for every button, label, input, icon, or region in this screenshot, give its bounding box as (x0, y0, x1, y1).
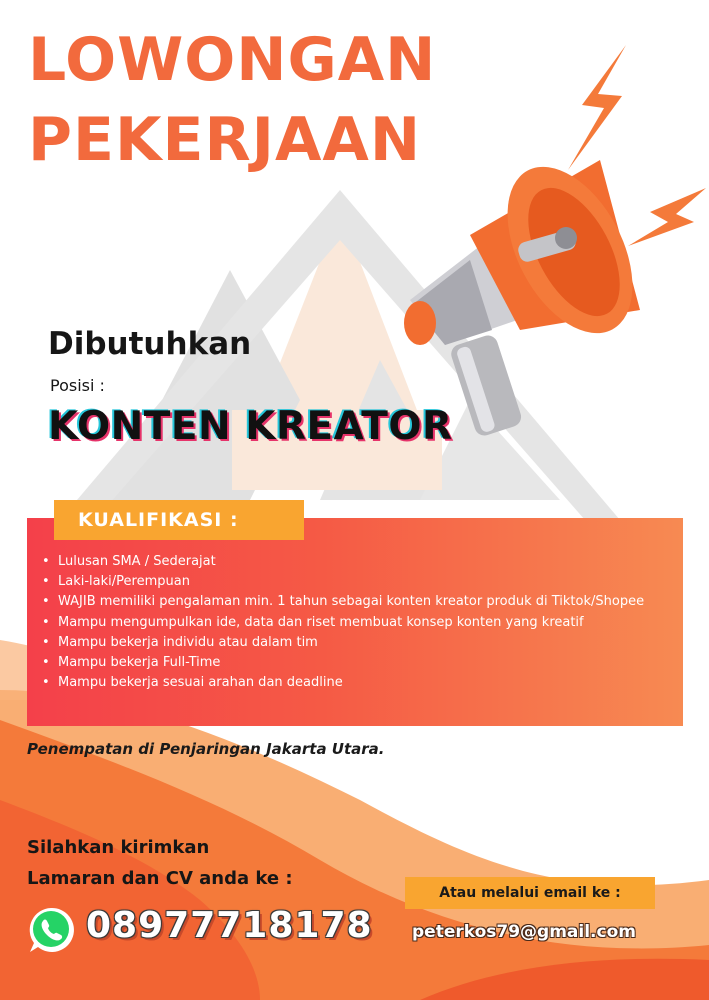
position-label: Posisi : (50, 376, 105, 395)
position-title: KONTEN KREATOR (48, 404, 453, 449)
list-item: • Lulusan SMA / Sederajat (36, 552, 676, 572)
megaphone-icon (404, 146, 658, 438)
list-item: • Mampu bekerja individu atau dalam tim (36, 633, 676, 653)
phone-number[interactable]: 08977718178 (86, 905, 373, 946)
title-line-1: LOWONGAN (28, 25, 437, 95)
list-item: • Mampu bekerja sesuai arahan dan deadline (36, 673, 676, 693)
list-item: • Mampu mengumpulkan ide, data dan riset membuat konsep konten yang kreatif (36, 613, 676, 633)
qualifications-heading: KUALIFIKASI : (54, 500, 304, 540)
whatsapp-icon (26, 905, 76, 955)
placement-text: Penempatan di Penjaringan Jakarta Utara. (27, 740, 385, 758)
email-label: Atau melalui email ke : (405, 877, 655, 909)
list-item: • Mampu bekerja Full-Time (36, 653, 676, 673)
send-instruction-line-2: Lamaran dan CV anda ke : (27, 868, 293, 889)
list-item: • WAJIB memiliki pengalaman min. 1 tahun sebagai konten kreator produk di Tiktok/Shopee (36, 592, 676, 612)
title-line-2: PEKERJAAN (28, 105, 422, 175)
email-address[interactable]: peterkos79@gmail.com (412, 922, 636, 942)
needed-heading: Dibutuhkan (48, 326, 252, 362)
qualifications-list (36, 552, 676, 693)
send-instruction-line-1: Silahkan kirimkan (27, 837, 210, 858)
lightning-bolt-icon (628, 188, 706, 246)
lightning-bolt-icon (568, 45, 626, 170)
list-item: • Laki-laki/Perempuan (36, 572, 676, 592)
